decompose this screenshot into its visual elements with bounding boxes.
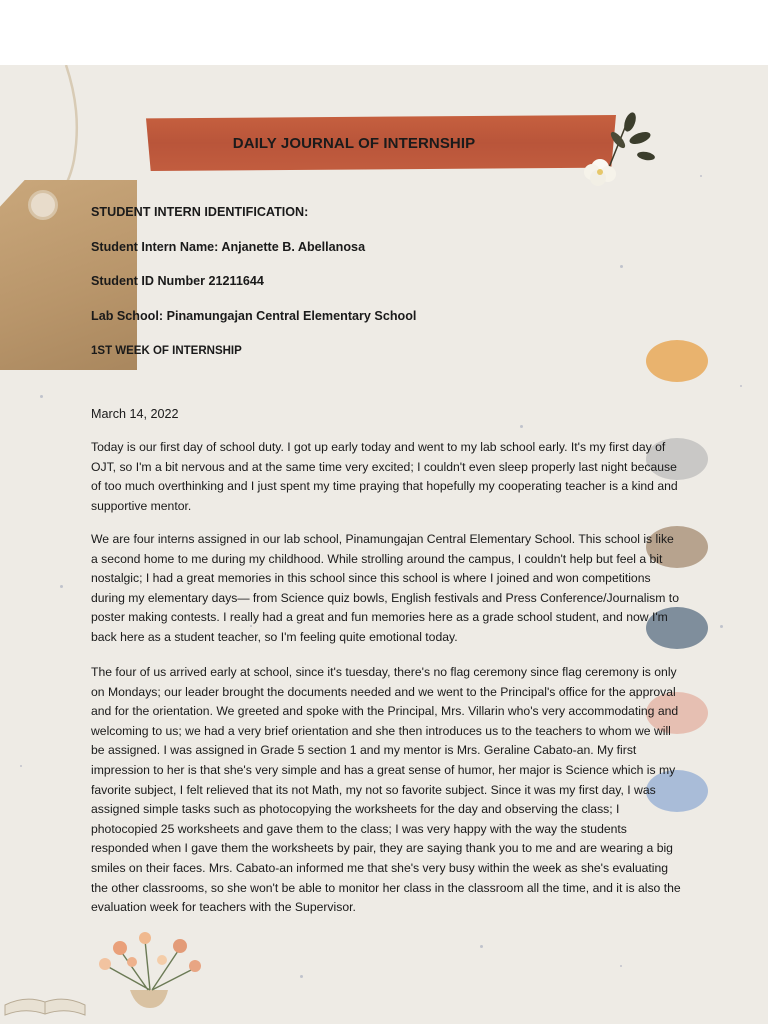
speck <box>20 765 22 767</box>
journal-page <box>0 65 768 1024</box>
lab-school: Lab School: Pinamungajan Central Elementary School <box>91 309 417 323</box>
flower-vase-icon <box>70 920 220 1010</box>
open-book-icon <box>0 980 90 1024</box>
speck <box>60 585 63 588</box>
speck <box>480 945 483 948</box>
speck <box>520 425 523 428</box>
student-name: Student Intern Name: Anjanette B. Abellanosa <box>91 240 366 254</box>
paragraph-3: The four of us arrived early at school, since it's tuesday, there's no flag ceremony since flag ceremony is only on Mondays; our leader brought the documents needed and we went to the Principal's office for the approval and for the orientation. We greeted and spoke with the Principal, Mrs. Villarin who's very accommodating and welcoming to us; we had a very brief orientation and she then introduces us to the teachers to whom we will be assigned. I was assigned in Grade 5 section 1 and my mentor is Mrs. Geraline Cabato-an. My first impression to her is that she's very simple and has a great sense of humor, her major is Science which is my favorite subject, I felt relieved that its not Math, my not so favorite subject. Since it was my first day, I was assigned simple tasks such as photocopying the worksheets for the day and observing the class; I photocopied 25 worksheets and gave them to the class; I was very happy with the way the students responded when I gave them the worksheets by pair, they are saying thank you to me and are wearing a big smiles on their faces. Mrs. Cabato-an informed me that she's very busy within the week as she's evaluating the other classrooms, so she won't be able to monitor her class in the classroom all the time, and it is also the evaluation week for teachers with the Supervisor. <box>91 665 681 915</box>
speck <box>720 625 723 628</box>
speck <box>620 965 622 967</box>
section-heading: STUDENT INTERN IDENTIFICATION: <box>91 205 309 219</box>
entry-date: March 14, 2022 <box>91 407 179 421</box>
flower-icon <box>568 110 658 190</box>
speck <box>740 385 742 387</box>
tag-hole <box>28 190 58 220</box>
paragraph-2: We are four interns assigned in our lab school, Pinamungajan Central Elementary School. This school is like a second home to me during my childhood. While strolling around the campus, I couldn't help but feel a bit nostalgic; I had a great memories in this school since this school is where I joined and won competitions during my elementary days— from Science quiz bowls, English festivals and Press Conference/Journalism to poster making contests. I really had a great and fun memories here as a grade school student, and now I'm back here as a student teacher, so I'm feeling quite emotional today. <box>91 532 679 644</box>
speck <box>300 975 303 978</box>
decor-dot-orange <box>646 340 708 382</box>
page-title: DAILY JOURNAL OF INTERNSHIP <box>232 134 476 152</box>
student-id: Student ID Number 21211644 <box>91 274 264 288</box>
speck <box>620 265 623 268</box>
week-label: 1ST WEEK OF INTERNSHIP <box>91 345 242 357</box>
speck <box>700 175 702 177</box>
speck <box>40 395 43 398</box>
paragraph-1: Today is our first day of school duty. I got up early today and went to my lab school early. It's my first day of OJT, so I'm a bit nervous and at the same time very excited; I couldn't even sleep properly last night because of too much overthinking and I just spent my time praying that hopefully my cooperating teacher is a kind and supportive mentor. <box>91 440 678 513</box>
